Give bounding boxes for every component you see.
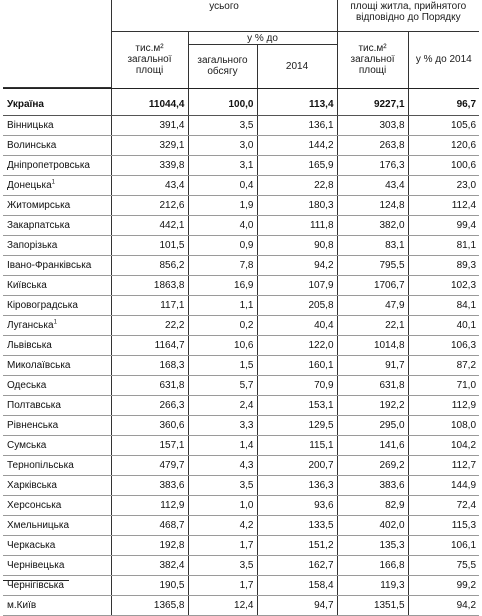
table-row — [3, 475, 479, 495]
accepted-pct-cell: 115,3 — [408, 515, 479, 535]
area-accepted-cell: 631,8 — [337, 375, 408, 395]
region-name: Тернопільська — [7, 459, 74, 471]
table-row — [3, 415, 479, 435]
region-name: Україна — [7, 98, 44, 110]
accepted-pct-cell: 96,7 — [408, 94, 479, 116]
share-cell: 0,9 — [188, 235, 257, 255]
area-accepted-cell: 43,4 — [337, 175, 408, 195]
share-cell: 4,3 — [188, 455, 257, 475]
footnote-marker: 1 — [53, 319, 57, 326]
share-cell: 4,2 — [188, 515, 257, 535]
area-accepted-cell: 91,7 — [337, 355, 408, 375]
area-all-cell: 856,2 — [111, 255, 188, 275]
share-cell: 100,0 — [188, 94, 257, 116]
region-name-cell — [3, 375, 111, 395]
accepted-pct-cell: 106,1 — [408, 535, 479, 555]
table-row — [3, 295, 479, 315]
header-region-cell — [3, 0, 111, 87]
region-name: Вінницька — [7, 119, 54, 131]
region-name-cell — [3, 295, 111, 315]
region-name: Черкаська — [7, 539, 56, 551]
region-name-cell — [3, 135, 111, 155]
area-accepted-cell: 9227,1 — [337, 94, 408, 116]
accepted-pct-cell: 94,2 — [408, 595, 479, 615]
area-all-cell: 631,8 — [111, 375, 188, 395]
table-row — [3, 395, 479, 415]
region-name: Волинська — [7, 139, 57, 151]
table-row — [3, 355, 479, 375]
region-name: Миколаївська — [7, 359, 71, 371]
area-accepted-cell: 166,8 — [337, 555, 408, 575]
share-cell: 3,3 — [188, 415, 257, 435]
area-all-cell: 1365,8 — [111, 595, 188, 615]
pct-2014-cell: 162,7 — [257, 555, 337, 575]
header-group-accepted: площі житла, прийнятого відповідно до Порядку — [337, 0, 479, 32]
area-all-cell: 1164,7 — [111, 335, 188, 355]
share-cell: 3,5 — [188, 475, 257, 495]
area-all-cell: 360,6 — [111, 415, 188, 435]
region-name-cell — [3, 155, 111, 175]
share-cell: 1,9 — [188, 195, 257, 215]
pct-2014-cell: 165,9 — [257, 155, 337, 175]
area-all-cell: 190,5 — [111, 575, 188, 595]
accepted-pct-cell: 81,1 — [408, 235, 479, 255]
region-name-cell — [3, 555, 111, 575]
table-row — [3, 375, 479, 395]
table-row — [3, 115, 479, 135]
accepted-pct-cell: 104,2 — [408, 435, 479, 455]
share-cell: 3,1 — [188, 155, 257, 175]
area-all-cell: 339,8 — [111, 155, 188, 175]
area-all-cell: 266,3 — [111, 395, 188, 415]
area-accepted-cell: 192,2 — [337, 395, 408, 415]
footnote-separator — [3, 580, 69, 581]
area-all-cell: 192,8 — [111, 535, 188, 555]
share-cell: 4,0 — [188, 215, 257, 235]
pct-2014-cell: 160,1 — [257, 355, 337, 375]
pct-2014-cell: 94,2 — [257, 255, 337, 275]
header-group-all: усього — [111, 0, 337, 32]
area-accepted-cell: 176,3 — [337, 155, 408, 175]
table-header — [3, 0, 479, 88]
area-all-cell: 382,4 — [111, 555, 188, 575]
share-cell: 1,0 — [188, 495, 257, 515]
area-accepted-cell: 1014,8 — [337, 335, 408, 355]
share-cell: 0,2 — [188, 315, 257, 335]
pct-2014-cell: 133,5 — [257, 515, 337, 535]
accepted-pct-cell: 99,2 — [408, 575, 479, 595]
area-accepted-cell: 82,9 — [337, 495, 408, 515]
region-name: Дніпропетровська — [7, 159, 90, 171]
region-name: Херсонська — [7, 499, 62, 511]
housing-statistics-table — [3, 0, 479, 616]
accepted-pct-cell: 108,0 — [408, 415, 479, 435]
region-name-cell — [3, 415, 111, 435]
region-name: Харківська — [7, 479, 57, 491]
share-cell: 12,4 — [188, 595, 257, 615]
accepted-pct-cell: 120,6 — [408, 135, 479, 155]
region-name-cell — [3, 395, 111, 415]
pct-2014-cell: 90,8 — [257, 235, 337, 255]
share-cell: 3,5 — [188, 555, 257, 575]
pct-2014-cell: 94,7 — [257, 595, 337, 615]
accepted-pct-cell: 71,0 — [408, 375, 479, 395]
table-row — [3, 335, 479, 355]
header-pct-2014-accepted: у % до 2014 — [408, 32, 479, 88]
area-all-cell: 1863,8 — [111, 275, 188, 295]
header-area-all-text: тис.м² загальної площі — [127, 43, 172, 76]
accepted-pct-cell: 99,4 — [408, 215, 479, 235]
accepted-pct-cell: 106,3 — [408, 335, 479, 355]
area-accepted-cell: 263,8 — [337, 135, 408, 155]
region-name-cell — [3, 575, 111, 595]
region-name: Донецька — [7, 179, 52, 191]
accepted-pct-cell: 40,1 — [408, 315, 479, 335]
area-accepted-cell: 83,1 — [337, 235, 408, 255]
pct-2014-cell: 158,4 — [257, 575, 337, 595]
area-all-cell: 22,2 — [111, 315, 188, 335]
share-cell: 7,8 — [188, 255, 257, 275]
pct-2014-cell: 107,9 — [257, 275, 337, 295]
area-accepted-cell: 269,2 — [337, 455, 408, 475]
area-accepted-cell: 382,0 — [337, 215, 408, 235]
region-name-cell — [3, 235, 111, 255]
region-name: Запорізька — [7, 239, 58, 251]
region-name: Одеська — [7, 379, 47, 391]
accepted-pct-cell: 112,9 — [408, 395, 479, 415]
area-all-cell: 43,4 — [111, 175, 188, 195]
pct-2014-cell: 111,8 — [257, 215, 337, 235]
area-accepted-cell: 303,8 — [337, 115, 408, 135]
region-name-cell — [3, 275, 111, 295]
pct-2014-cell: 113,4 — [257, 94, 337, 116]
area-all-cell: 112,9 — [111, 495, 188, 515]
region-name-cell — [3, 535, 111, 555]
accepted-pct-cell: 89,3 — [408, 255, 479, 275]
region-name: Кіровоградська — [7, 299, 78, 311]
share-cell: 1,1 — [188, 295, 257, 315]
table-row — [3, 555, 479, 575]
region-name-cell — [3, 315, 111, 335]
area-accepted-cell: 47,9 — [337, 295, 408, 315]
pct-2014-cell: 22,8 — [257, 175, 337, 195]
pct-2014-cell: 136,3 — [257, 475, 337, 495]
region-name-cell — [3, 475, 111, 495]
accepted-pct-cell: 105,6 — [408, 115, 479, 135]
table-row — [3, 155, 479, 175]
accepted-pct-cell: 72,4 — [408, 495, 479, 515]
region-name: Київська — [7, 279, 47, 291]
share-cell: 3,5 — [188, 115, 257, 135]
share-cell: 2,4 — [188, 395, 257, 415]
table-row — [3, 275, 479, 295]
area-all-cell: 442,1 — [111, 215, 188, 235]
pct-2014-cell: 40,4 — [257, 315, 337, 335]
area-all-cell: 391,4 — [111, 115, 188, 135]
accepted-pct-cell: 112,7 — [408, 455, 479, 475]
pct-2014-cell: 205,8 — [257, 295, 337, 315]
header-pct-group: у % до — [188, 32, 337, 45]
share-cell: 16,9 — [188, 275, 257, 295]
region-name-cell — [3, 195, 111, 215]
area-accepted-cell: 295,0 — [337, 415, 408, 435]
region-name: Чернігівська — [7, 579, 64, 591]
pct-2014-cell: 129,5 — [257, 415, 337, 435]
area-accepted-cell: 22,1 — [337, 315, 408, 335]
header-share: загального обсягу — [188, 45, 257, 88]
pct-2014-cell: 122,0 — [257, 335, 337, 355]
accepted-pct-cell: 102,3 — [408, 275, 479, 295]
region-name-cell — [3, 495, 111, 515]
share-cell: 10,6 — [188, 335, 257, 355]
region-name: Сумська — [7, 439, 47, 451]
pct-2014-cell: 144,2 — [257, 135, 337, 155]
table-row — [3, 215, 479, 235]
area-accepted-cell: 135,3 — [337, 535, 408, 555]
share-cell: 5,7 — [188, 375, 257, 395]
pct-2014-cell: 180,3 — [257, 195, 337, 215]
area-all-cell: 157,1 — [111, 435, 188, 455]
pct-2014-cell: 151,2 — [257, 535, 337, 555]
area-all-cell: 468,7 — [111, 515, 188, 535]
accepted-pct-cell: 87,2 — [408, 355, 479, 375]
area-accepted-cell: 383,6 — [337, 475, 408, 495]
region-name: Львівська — [7, 339, 52, 351]
region-name: м.Київ — [7, 599, 37, 611]
region-name: Чернівецька — [7, 559, 65, 571]
accepted-pct-cell: 75,5 — [408, 555, 479, 575]
pct-2014-cell: 93,6 — [257, 495, 337, 515]
region-name: Закарпатська — [7, 219, 70, 231]
region-name-cell — [3, 595, 111, 615]
pct-2014-cell: 115,1 — [257, 435, 337, 455]
area-all-cell: 479,7 — [111, 455, 188, 475]
table-row — [3, 435, 479, 455]
region-name: Луганська — [7, 319, 54, 331]
share-cell: 1,7 — [188, 535, 257, 555]
region-name-cell — [3, 94, 111, 116]
table-row — [3, 195, 479, 215]
region-name: Хмельницька — [7, 519, 70, 531]
region-name-cell — [3, 335, 111, 355]
region-name-cell — [3, 515, 111, 535]
area-all-cell: 212,6 — [111, 195, 188, 215]
area-accepted-cell: 141,6 — [337, 435, 408, 455]
table-row — [3, 535, 479, 555]
table-row — [3, 515, 479, 535]
share-cell: 1,5 — [188, 355, 257, 375]
pct-2014-cell: 70,9 — [257, 375, 337, 395]
accepted-pct-cell: 112,4 — [408, 195, 479, 215]
table-row — [3, 575, 479, 595]
area-accepted-cell: 119,3 — [337, 575, 408, 595]
share-cell: 1,7 — [188, 575, 257, 595]
area-all-cell: 168,3 — [111, 355, 188, 375]
pct-2014-cell: 200,7 — [257, 455, 337, 475]
area-all-cell: 383,6 — [111, 475, 188, 495]
area-accepted-cell: 1706,7 — [337, 275, 408, 295]
area-accepted-cell: 124,8 — [337, 195, 408, 215]
share-cell: 1,4 — [188, 435, 257, 455]
region-name-cell — [3, 175, 111, 195]
table-row — [3, 495, 479, 515]
area-accepted-cell: 1351,5 — [337, 595, 408, 615]
table-row-total — [3, 94, 479, 116]
accepted-pct-cell: 100,6 — [408, 155, 479, 175]
header-year-2014: 2014 — [257, 45, 337, 88]
table-row — [3, 135, 479, 155]
area-accepted-cell: 402,0 — [337, 515, 408, 535]
area-all-cell: 101,5 — [111, 235, 188, 255]
region-name-cell — [3, 355, 111, 375]
area-all-cell: 11044,4 — [111, 94, 188, 116]
table-row — [3, 235, 479, 255]
region-name-cell — [3, 115, 111, 135]
pct-2014-cell: 153,1 — [257, 395, 337, 415]
region-name: Рівненська — [7, 419, 59, 431]
region-name-cell — [3, 435, 111, 455]
table-row — [3, 175, 479, 195]
share-cell: 3,0 — [188, 135, 257, 155]
table-row — [3, 455, 479, 475]
area-all-cell: 117,1 — [111, 295, 188, 315]
pct-2014-cell: 136,1 — [257, 115, 337, 135]
region-name: Полтавська — [7, 399, 61, 411]
region-name: Житомирська — [7, 199, 71, 211]
table-row — [3, 595, 479, 615]
table-row — [3, 255, 479, 275]
share-cell: 0,4 — [188, 175, 257, 195]
area-accepted-cell: 795,5 — [337, 255, 408, 275]
header-area-accepted: тис.м² загальної площі — [337, 32, 408, 88]
table-body — [3, 88, 479, 615]
region-name-cell — [3, 215, 111, 235]
footnote-marker: 1 — [51, 179, 55, 186]
region-name: Івано-Франківська — [7, 259, 92, 271]
accepted-pct-cell: 84,1 — [408, 295, 479, 315]
region-name-cell — [3, 455, 111, 475]
region-name-cell — [3, 255, 111, 275]
accepted-pct-cell: 144,9 — [408, 475, 479, 495]
accepted-pct-cell: 23,0 — [408, 175, 479, 195]
header-area-all — [111, 32, 188, 88]
area-all-cell: 329,1 — [111, 135, 188, 155]
table-row — [3, 315, 479, 335]
